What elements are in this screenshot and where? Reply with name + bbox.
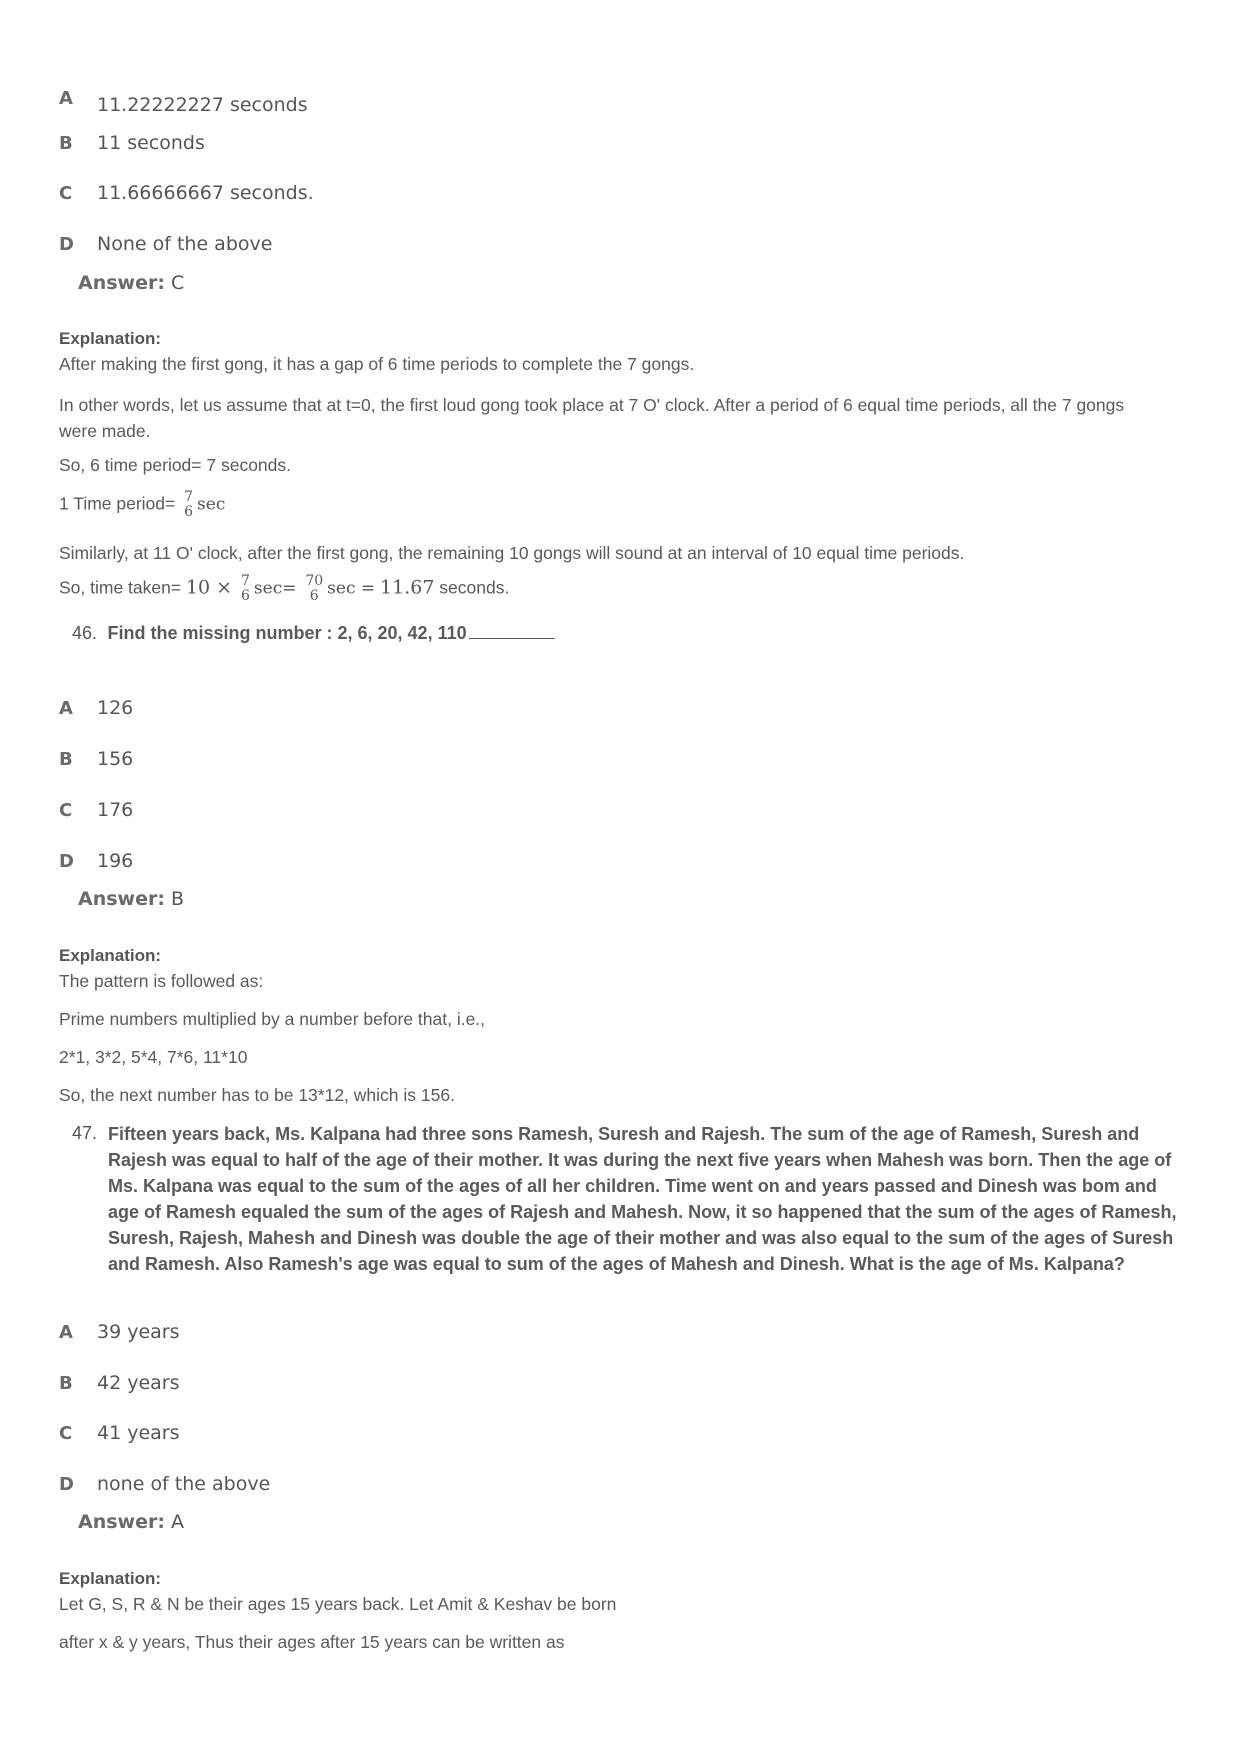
explanation-line: After making the first gong, it has a gap of 6 time periods to complete the 7 gongs. bbox=[59, 354, 695, 374]
option-letter: B bbox=[59, 133, 73, 154]
explanation-title: Explanation: bbox=[59, 1569, 162, 1588]
explanation-line: Prime numbers multiplied by a number before that, i.e., bbox=[59, 1009, 486, 1029]
denominator: 6 bbox=[184, 504, 194, 520]
option-letter: C bbox=[59, 800, 73, 821]
question-text: Fifteen years back, Ms. Kalpana had three sons Ramesh, Suresh and Rajesh. The sum of the age of Ramesh, Suresh and Rajesh was equal to half of the age of their mother. It was during the next five years when Mahesh was born. Then the age of Ms. Kalpana was equal to the sum of the ages of all her children. Time went on and years passed and Dinesh was bom and age of Ramesh equaled the sum of the ages of Rajesh and Mahesh. Now, it so happened that the sum of the ages of Ramesh, Suresh, Rajesh, Mahesh and Dinesh was double the age of their mother and was also equal to the sum of the ages of Suresh and Ramesh. Also Ramesh's age was equal to sum of the ages of Mahesh and Dinesh. What is the age of Ms. Kalpana? bbox=[108, 1124, 1177, 1274]
option-text: None of the above bbox=[97, 233, 273, 255]
option-text: 156 bbox=[97, 748, 134, 770]
fraction bbox=[241, 574, 250, 604]
fraction bbox=[305, 574, 323, 604]
answer-value: A bbox=[171, 1511, 184, 1533]
option-text: 41 years bbox=[97, 1422, 180, 1444]
explanation-title: Explanation: bbox=[59, 329, 162, 348]
explanation-line: after x & y years, Thus their ages after 15 years can be written as bbox=[59, 1632, 565, 1652]
formula-suffix: seconds. bbox=[439, 577, 510, 598]
time-taken-formula bbox=[59, 574, 509, 604]
time-period-formula bbox=[59, 490, 225, 520]
option-letter: B bbox=[59, 1373, 73, 1394]
option-text: 11.66666667 seconds. bbox=[97, 182, 314, 204]
option-text: 11.22222227 seconds bbox=[97, 94, 308, 116]
multiplier: 10 × bbox=[185, 576, 233, 599]
unit: sec= bbox=[253, 578, 297, 599]
option-letter: D bbox=[59, 234, 74, 255]
question-number: 46. bbox=[72, 623, 98, 643]
unit: sec bbox=[197, 494, 226, 515]
explanation-title: Explanation: bbox=[59, 946, 162, 965]
answer-label: Answer: bbox=[78, 1511, 165, 1533]
numerator: 70 bbox=[305, 573, 324, 589]
answer-label: Answer: bbox=[78, 888, 165, 910]
explanation-line: The pattern is followed as: bbox=[59, 971, 264, 991]
denominator: 6 bbox=[309, 588, 319, 604]
fraction bbox=[184, 490, 193, 520]
denominator: 6 bbox=[240, 588, 250, 604]
question-46 bbox=[72, 623, 555, 644]
option-letter: A bbox=[59, 88, 73, 109]
option-text: 11 seconds bbox=[97, 132, 205, 154]
answer-value: C bbox=[171, 272, 185, 294]
explanation-line: So, the next number has to be 13*12, which is 156. bbox=[59, 1085, 455, 1105]
option-text: 39 years bbox=[97, 1321, 180, 1343]
question-number: 47. bbox=[72, 1123, 98, 1143]
q46-answer bbox=[78, 888, 184, 910]
answer-label: Answer: bbox=[78, 272, 165, 294]
option-letter: B bbox=[59, 749, 73, 770]
question-text: Find the missing number : 2, 6, 20, 42, 110 bbox=[107, 623, 467, 643]
explanation-line: Similarly, at 11 O' clock, after the first gong, the remaining 10 gongs will sound at an interval of 10 equal time periods. bbox=[59, 543, 965, 563]
numerator: 7 bbox=[240, 573, 250, 589]
option-letter: D bbox=[59, 851, 74, 872]
option-letter: A bbox=[59, 1322, 73, 1343]
option-letter: A bbox=[59, 698, 73, 719]
explanation-line: 2*1, 3*2, 5*4, 7*6, 11*10 bbox=[59, 1047, 248, 1067]
answer-value: B bbox=[171, 888, 185, 910]
option-text: none of the above bbox=[97, 1473, 271, 1495]
option-text: 42 years bbox=[97, 1372, 180, 1394]
numerator: 7 bbox=[184, 489, 194, 505]
explanation-line: Let G, S, R & N be their ages 15 years back. Let Amit & Keshav be born bbox=[59, 1594, 617, 1614]
formula-prefix: 1 Time period= bbox=[59, 493, 176, 514]
option-letter: C bbox=[59, 1423, 73, 1444]
formula-prefix: So, time taken= bbox=[59, 577, 182, 598]
option-text: 126 bbox=[97, 697, 134, 719]
result: 11.67 bbox=[380, 576, 435, 599]
q45-answer bbox=[78, 272, 184, 294]
option-text: 196 bbox=[97, 850, 134, 872]
option-letter: C bbox=[59, 183, 73, 204]
explanation-line: In other words, let us assume that at t=0, the first loud gong took place at 7 O' clock. After a period of 6 equal time periods, all the 7 gongs were made. bbox=[59, 395, 1125, 441]
explanation-line: So, 6 time period= 7 seconds. bbox=[59, 455, 292, 475]
q47-answer bbox=[78, 1511, 184, 1533]
option-text: 176 bbox=[97, 799, 134, 821]
answer-blank bbox=[469, 638, 555, 639]
unit: sec = bbox=[327, 578, 376, 599]
option-letter: D bbox=[59, 1474, 74, 1495]
